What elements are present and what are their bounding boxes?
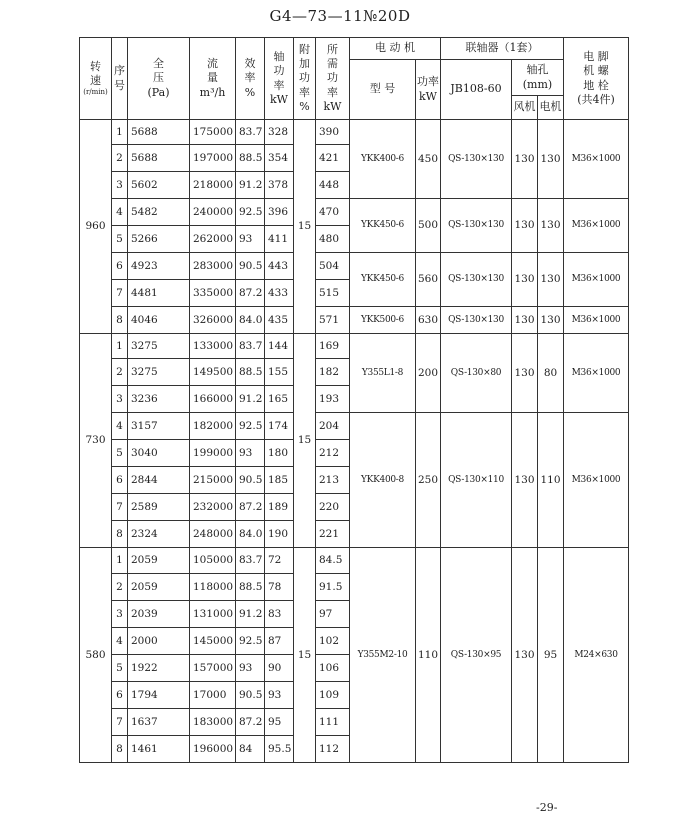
header-flow bbox=[190, 38, 236, 120]
motor-power-cell: 560 bbox=[416, 253, 441, 307]
pressure-cell: 3275 bbox=[128, 359, 190, 386]
required-power-cell: 220 bbox=[316, 494, 350, 521]
header-speed-mid: 速 bbox=[90, 73, 101, 87]
required-power-cell: 91.5 bbox=[316, 574, 350, 601]
header-req-3: 功 bbox=[327, 71, 338, 85]
efficiency-cell: 87.2 bbox=[236, 280, 265, 307]
seq-cell: 2 bbox=[112, 574, 128, 601]
flow-cell: 218000 bbox=[190, 172, 236, 199]
motor-power-cell: 630 bbox=[416, 307, 441, 334]
shaft-power-cell: 411 bbox=[265, 226, 294, 253]
header-bore-label: 轴孔 bbox=[526, 63, 549, 77]
table-row bbox=[80, 120, 629, 145]
seq-cell: 3 bbox=[112, 172, 128, 199]
flow-cell: 335000 bbox=[190, 280, 236, 307]
header-required-power bbox=[316, 38, 350, 120]
coupling-cell: QS-130×80 bbox=[441, 334, 512, 413]
header-speed bbox=[80, 38, 112, 120]
seq-cell: 4 bbox=[112, 413, 128, 440]
table-row bbox=[80, 253, 629, 280]
header-efficiency bbox=[236, 38, 265, 120]
header-motor-power-label: 功率 bbox=[417, 75, 439, 89]
table-row bbox=[80, 307, 629, 334]
pressure-cell: 5266 bbox=[128, 226, 190, 253]
header-pressure-bottom: 压 bbox=[153, 71, 164, 85]
header-bolt-1: 电 脚 bbox=[583, 49, 609, 63]
shaft-power-cell: 174 bbox=[265, 413, 294, 440]
required-power-cell: 84.5 bbox=[316, 548, 350, 574]
shaft-power-cell: 189 bbox=[265, 494, 294, 521]
seq-cell: 6 bbox=[112, 253, 128, 280]
efficiency-cell: 83.7 bbox=[236, 120, 265, 145]
header-speed-unit: (r/min) bbox=[83, 88, 108, 97]
flow-cell: 240000 bbox=[190, 199, 236, 226]
seq-cell: 3 bbox=[112, 601, 128, 628]
additional-power-cell: 15 bbox=[294, 120, 316, 334]
pressure-cell: 3236 bbox=[128, 386, 190, 413]
header-motor-group: 电 动 机 bbox=[350, 38, 441, 60]
motor-power-cell: 450 bbox=[416, 120, 441, 199]
speed-cell: 730 bbox=[80, 334, 112, 548]
coupling-cell: QS-130×130 bbox=[441, 253, 512, 307]
header-pressure bbox=[128, 38, 190, 120]
flow-cell: 196000 bbox=[190, 736, 236, 763]
efficiency-cell: 91.2 bbox=[236, 172, 265, 199]
header-eff-top: 效 bbox=[244, 57, 256, 71]
efficiency-cell: 93 bbox=[236, 226, 265, 253]
header-bore-motor: 电机 bbox=[538, 96, 564, 120]
seq-cell: 4 bbox=[112, 199, 128, 226]
required-power-cell: 470 bbox=[316, 199, 350, 226]
required-power-cell: 106 bbox=[316, 655, 350, 682]
required-power-cell: 212 bbox=[316, 440, 350, 467]
shaft-power-cell: 396 bbox=[265, 199, 294, 226]
coupling-cell: QS-130×130 bbox=[441, 120, 512, 199]
efficiency-cell: 83.7 bbox=[236, 334, 265, 359]
speed-cell: 580 bbox=[80, 548, 112, 763]
motor-model-cell: Y355M2-10 bbox=[350, 548, 416, 763]
pressure-cell: 5688 bbox=[128, 145, 190, 172]
header-addl-unit: % bbox=[299, 99, 310, 113]
speed-cell: 960 bbox=[80, 120, 112, 334]
header-motor-power-unit: kW bbox=[419, 89, 437, 103]
pressure-cell: 1922 bbox=[128, 655, 190, 682]
header-flow-unit: m³/h bbox=[199, 85, 226, 99]
flow-cell: 145000 bbox=[190, 628, 236, 655]
seq-cell: 8 bbox=[112, 521, 128, 548]
efficiency-cell: 93 bbox=[236, 440, 265, 467]
efficiency-cell: 84.0 bbox=[236, 307, 265, 334]
required-power-cell: 571 bbox=[316, 307, 350, 334]
shaft-power-cell: 180 bbox=[265, 440, 294, 467]
shaft-power-cell: 95 bbox=[265, 709, 294, 736]
efficiency-cell: 88.5 bbox=[236, 359, 265, 386]
flow-cell: 197000 bbox=[190, 145, 236, 172]
efficiency-cell: 88.5 bbox=[236, 574, 265, 601]
motor-model-cell: YKK400-8 bbox=[350, 413, 416, 548]
seq-cell: 5 bbox=[112, 655, 128, 682]
shaft-power-cell: 190 bbox=[265, 521, 294, 548]
seq-cell: 1 bbox=[112, 548, 128, 574]
efficiency-cell: 83.7 bbox=[236, 548, 265, 574]
header-coupling-model: JB108-60 bbox=[441, 60, 512, 120]
pressure-cell: 5688 bbox=[128, 120, 190, 145]
motor-power-cell: 110 bbox=[416, 548, 441, 763]
pressure-cell: 4481 bbox=[128, 280, 190, 307]
pressure-cell: 5482 bbox=[128, 199, 190, 226]
shaft-power-cell: 72 bbox=[265, 548, 294, 574]
bore-motor-cell: 130 bbox=[538, 253, 564, 307]
pressure-cell: 2589 bbox=[128, 494, 190, 521]
header-req-4: 率 bbox=[327, 85, 338, 99]
bolt-cell: M36×1000 bbox=[564, 120, 629, 199]
pressure-cell: 2324 bbox=[128, 521, 190, 548]
bore-motor-cell: 130 bbox=[538, 120, 564, 199]
bore-fan-cell: 130 bbox=[512, 307, 538, 334]
table-row bbox=[80, 199, 629, 226]
flow-cell: 133000 bbox=[190, 334, 236, 359]
table-row bbox=[80, 413, 629, 440]
seq-cell: 8 bbox=[112, 736, 128, 763]
header-eff-bottom: 率 bbox=[244, 71, 256, 85]
flow-cell: 157000 bbox=[190, 655, 236, 682]
efficiency-cell: 92.5 bbox=[236, 199, 265, 226]
shaft-power-cell: 443 bbox=[265, 253, 294, 280]
required-power-cell: 213 bbox=[316, 467, 350, 494]
efficiency-cell: 92.5 bbox=[236, 413, 265, 440]
header-addl-2: 加 bbox=[299, 57, 310, 71]
flow-cell: 118000 bbox=[190, 574, 236, 601]
pressure-cell: 1461 bbox=[128, 736, 190, 763]
pressure-cell: 3040 bbox=[128, 440, 190, 467]
bolt-cell: M36×1000 bbox=[564, 253, 629, 307]
flow-cell: 149500 bbox=[190, 359, 236, 386]
header-shaft-2: 功 bbox=[273, 64, 285, 78]
header-bolt-2: 机 螺 bbox=[583, 64, 609, 78]
pressure-cell: 2844 bbox=[128, 467, 190, 494]
table-header bbox=[80, 38, 629, 120]
motor-model-cell: YKK450-6 bbox=[350, 253, 416, 307]
header-req-2: 需 bbox=[327, 57, 338, 71]
pressure-cell: 2059 bbox=[128, 574, 190, 601]
motor-power-cell: 250 bbox=[416, 413, 441, 548]
table-row bbox=[80, 548, 629, 574]
header-seq bbox=[112, 38, 128, 120]
seq-cell: 2 bbox=[112, 359, 128, 386]
header-pressure-unit: (Pa) bbox=[147, 85, 170, 99]
flow-cell: 199000 bbox=[190, 440, 236, 467]
header-foundation-bolts bbox=[564, 38, 629, 120]
efficiency-cell: 90.5 bbox=[236, 682, 265, 709]
shaft-power-cell: 90 bbox=[265, 655, 294, 682]
required-power-cell: 221 bbox=[316, 521, 350, 548]
header-req-unit: kW bbox=[323, 99, 342, 113]
seq-cell: 1 bbox=[112, 334, 128, 359]
bolt-cell: M36×1000 bbox=[564, 199, 629, 253]
seq-cell: 2 bbox=[112, 145, 128, 172]
shaft-power-cell: 144 bbox=[265, 334, 294, 359]
motor-power-cell: 500 bbox=[416, 199, 441, 253]
pressure-cell: 2039 bbox=[128, 601, 190, 628]
bore-motor-cell: 130 bbox=[538, 199, 564, 253]
bolt-cell: M36×1000 bbox=[564, 334, 629, 413]
efficiency-cell: 93 bbox=[236, 655, 265, 682]
shaft-power-cell: 87 bbox=[265, 628, 294, 655]
bore-fan-cell: 130 bbox=[512, 334, 538, 413]
shaft-power-cell: 93 bbox=[265, 682, 294, 709]
efficiency-cell: 91.2 bbox=[236, 601, 265, 628]
seq-cell: 8 bbox=[112, 307, 128, 334]
shaft-power-cell: 78 bbox=[265, 574, 294, 601]
header-bore-fan: 风机 bbox=[512, 96, 538, 120]
shaft-power-cell: 155 bbox=[265, 359, 294, 386]
coupling-cell: QS-130×130 bbox=[441, 199, 512, 253]
required-power-cell: 169 bbox=[316, 334, 350, 359]
required-power-cell: 515 bbox=[316, 280, 350, 307]
header-shaft-unit: kW bbox=[270, 92, 288, 106]
shaft-power-cell: 378 bbox=[265, 172, 294, 199]
seq-cell: 1 bbox=[112, 120, 128, 145]
bore-fan-cell: 130 bbox=[512, 253, 538, 307]
motor-model-cell: YKK500-6 bbox=[350, 307, 416, 334]
motor-model-cell: YKK450-6 bbox=[350, 199, 416, 253]
header-addl-1: 附 bbox=[299, 42, 310, 56]
required-power-cell: 504 bbox=[316, 253, 350, 280]
seq-cell: 3 bbox=[112, 386, 128, 413]
flow-cell: 182000 bbox=[190, 413, 236, 440]
pressure-cell: 5602 bbox=[128, 172, 190, 199]
required-power-cell: 193 bbox=[316, 386, 350, 413]
document-title: G4—73—11№20D bbox=[269, 7, 411, 25]
header-seq-bottom: 号 bbox=[114, 78, 125, 92]
flow-cell: 105000 bbox=[190, 548, 236, 574]
required-power-cell: 102 bbox=[316, 628, 350, 655]
flow-cell: 175000 bbox=[190, 120, 236, 145]
header-seq-top: 序 bbox=[114, 64, 125, 78]
efficiency-cell: 84.0 bbox=[236, 521, 265, 548]
efficiency-cell: 88.5 bbox=[236, 145, 265, 172]
required-power-cell: 182 bbox=[316, 359, 350, 386]
motor-model-cell: Y355L1-8 bbox=[350, 334, 416, 413]
header-motor-model: 型 号 bbox=[350, 60, 416, 120]
header-shaft-power bbox=[265, 38, 294, 120]
pressure-cell: 3157 bbox=[128, 413, 190, 440]
shaft-power-cell: 433 bbox=[265, 280, 294, 307]
efficiency-cell: 91.2 bbox=[236, 386, 265, 413]
bore-motor-cell: 80 bbox=[538, 334, 564, 413]
header-coupling-group: 联轴器（1套） bbox=[441, 38, 564, 60]
motor-model-cell: YKK400-6 bbox=[350, 120, 416, 199]
flow-cell: 131000 bbox=[190, 601, 236, 628]
additional-power-cell: 15 bbox=[294, 334, 316, 548]
flow-cell: 215000 bbox=[190, 467, 236, 494]
header-additional-power bbox=[294, 38, 316, 120]
header-shaft-3: 率 bbox=[273, 78, 285, 92]
coupling-cell: QS-130×110 bbox=[441, 413, 512, 548]
required-power-cell: 111 bbox=[316, 709, 350, 736]
required-power-cell: 448 bbox=[316, 172, 350, 199]
efficiency-cell: 90.5 bbox=[236, 253, 265, 280]
flow-cell: 262000 bbox=[190, 226, 236, 253]
flow-cell: 183000 bbox=[190, 709, 236, 736]
pressure-cell: 4923 bbox=[128, 253, 190, 280]
pressure-cell: 2059 bbox=[128, 548, 190, 574]
header-flow-top: 流 bbox=[207, 57, 218, 71]
flow-cell: 326000 bbox=[190, 307, 236, 334]
header-speed-top: 转 bbox=[90, 59, 101, 73]
shaft-power-cell: 328 bbox=[265, 120, 294, 145]
bore-fan-cell: 130 bbox=[512, 413, 538, 548]
header-pressure-top: 全 bbox=[153, 57, 164, 71]
flow-cell: 232000 bbox=[190, 494, 236, 521]
shaft-power-cell: 83 bbox=[265, 601, 294, 628]
coupling-cell: QS-130×130 bbox=[441, 307, 512, 334]
bolt-cell: M36×1000 bbox=[564, 413, 629, 548]
header-bolt-4: (共4件) bbox=[577, 92, 615, 106]
seq-cell: 6 bbox=[112, 467, 128, 494]
seq-cell: 7 bbox=[112, 709, 128, 736]
bore-motor-cell: 110 bbox=[538, 413, 564, 548]
additional-power-cell: 15 bbox=[294, 548, 316, 763]
shaft-power-cell: 95.5 bbox=[265, 736, 294, 763]
flow-cell: 17000 bbox=[190, 682, 236, 709]
bore-fan-cell: 130 bbox=[512, 548, 538, 763]
efficiency-cell: 87.2 bbox=[236, 709, 265, 736]
efficiency-cell: 87.2 bbox=[236, 494, 265, 521]
seq-cell: 5 bbox=[112, 226, 128, 253]
header-shaft-1: 轴 bbox=[273, 49, 285, 63]
seq-cell: 6 bbox=[112, 682, 128, 709]
table-row bbox=[80, 334, 629, 359]
seq-cell: 7 bbox=[112, 494, 128, 521]
pressure-cell: 1637 bbox=[128, 709, 190, 736]
required-power-cell: 97 bbox=[316, 601, 350, 628]
efficiency-cell: 90.5 bbox=[236, 467, 265, 494]
flow-cell: 283000 bbox=[190, 253, 236, 280]
seq-cell: 7 bbox=[112, 280, 128, 307]
flow-cell: 248000 bbox=[190, 521, 236, 548]
motor-power-cell: 200 bbox=[416, 334, 441, 413]
seq-cell: 5 bbox=[112, 440, 128, 467]
header-bore bbox=[512, 60, 564, 96]
pressure-cell: 1794 bbox=[128, 682, 190, 709]
header-addl-3: 功 bbox=[299, 71, 310, 85]
bore-fan-cell: 130 bbox=[512, 120, 538, 199]
bolt-cell: M24×630 bbox=[564, 548, 629, 763]
pressure-cell: 3275 bbox=[128, 334, 190, 359]
header-motor-power bbox=[416, 60, 441, 120]
bore-fan-cell: 130 bbox=[512, 199, 538, 253]
header-req-1: 所 bbox=[327, 42, 338, 56]
seq-cell: 4 bbox=[112, 628, 128, 655]
bore-motor-cell: 95 bbox=[538, 548, 564, 763]
pressure-cell: 2000 bbox=[128, 628, 190, 655]
pressure-cell: 4046 bbox=[128, 307, 190, 334]
table-body bbox=[80, 120, 629, 763]
header-flow-bottom: 量 bbox=[207, 71, 218, 85]
header-addl-4: 率 bbox=[299, 85, 310, 99]
header-bolt-3: 地 栓 bbox=[583, 78, 609, 92]
bore-motor-cell: 130 bbox=[538, 307, 564, 334]
header-eff-unit: % bbox=[244, 85, 256, 99]
efficiency-cell: 92.5 bbox=[236, 628, 265, 655]
required-power-cell: 390 bbox=[316, 120, 350, 145]
required-power-cell: 480 bbox=[316, 226, 350, 253]
flow-cell: 166000 bbox=[190, 386, 236, 413]
required-power-cell: 204 bbox=[316, 413, 350, 440]
required-power-cell: 421 bbox=[316, 145, 350, 172]
bolt-cell: M36×1000 bbox=[564, 307, 629, 334]
shaft-power-cell: 354 bbox=[265, 145, 294, 172]
shaft-power-cell: 165 bbox=[265, 386, 294, 413]
fan-performance-table bbox=[79, 37, 629, 763]
required-power-cell: 109 bbox=[316, 682, 350, 709]
shaft-power-cell: 435 bbox=[265, 307, 294, 334]
shaft-power-cell: 185 bbox=[265, 467, 294, 494]
coupling-cell: QS-130×95 bbox=[441, 548, 512, 763]
page-number: -29- bbox=[536, 801, 558, 814]
header-bore-unit: (mm) bbox=[522, 77, 553, 91]
required-power-cell: 112 bbox=[316, 736, 350, 763]
efficiency-cell: 84 bbox=[236, 736, 265, 763]
